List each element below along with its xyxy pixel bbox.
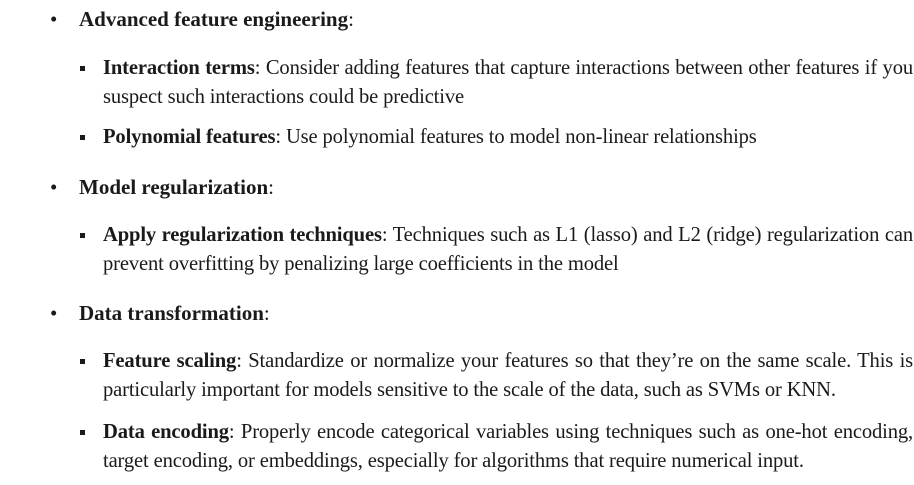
sub-bullet-square: [80, 359, 85, 364]
section-heading-colon: :: [263, 301, 270, 325]
sub-bullet-square: [80, 66, 85, 71]
sub-bullet-square: [80, 233, 85, 238]
list-item: [103, 54, 913, 111]
section-heading-term: Model regularization: [79, 175, 269, 199]
section-heading-colon: :: [268, 175, 275, 199]
list-item: [103, 418, 913, 475]
bullet-dot: •: [50, 175, 58, 199]
list-item-term: Feature scaling: [103, 350, 237, 372]
list-item-text: : Consider adding features that capture interactions between other features if you suspect such interactions could be predictive: [103, 57, 913, 108]
list-item-term: Polynomial features: [103, 126, 276, 148]
list-item-text: : Use polynomial features to model non-linear relationships: [275, 126, 757, 148]
sub-bullet-square: [80, 135, 85, 140]
list-item: [103, 221, 913, 278]
section-heading-term: Advanced feature engineering: [79, 7, 349, 31]
bullet-dot: •: [50, 7, 58, 31]
list-item-text: : Standardize or normalize your features so that they’re on the same scale. This is particularly important for models sensitive to the scale of the data, such as SVMs or KNN.: [103, 350, 914, 401]
section-heading-term: Data transformation: [79, 301, 264, 325]
section-heading: [79, 299, 270, 327]
list-item: [103, 123, 913, 152]
sub-bullet-square: [80, 430, 85, 435]
section-heading: [79, 5, 354, 33]
bullet-dot: •: [50, 301, 58, 325]
list-item-term: Apply regularization techniques: [103, 224, 382, 246]
list-item-term: Data encoding: [103, 421, 229, 443]
list-item-text: : Techniques such as L1 (lasso) and L2 (ridge) regularization can prevent overfitting by penalizing large coefficients in the model: [103, 224, 913, 275]
section-heading: [79, 173, 274, 201]
list-item: [103, 347, 913, 404]
section-heading-colon: :: [348, 7, 354, 31]
list-item-term: Interaction terms: [103, 57, 255, 79]
list-item-text: : Properly encode categorical variables using techniques such as one-hot encoding, target encoding, or embeddings, especially for algorithms that require numerical input.: [103, 421, 913, 472]
